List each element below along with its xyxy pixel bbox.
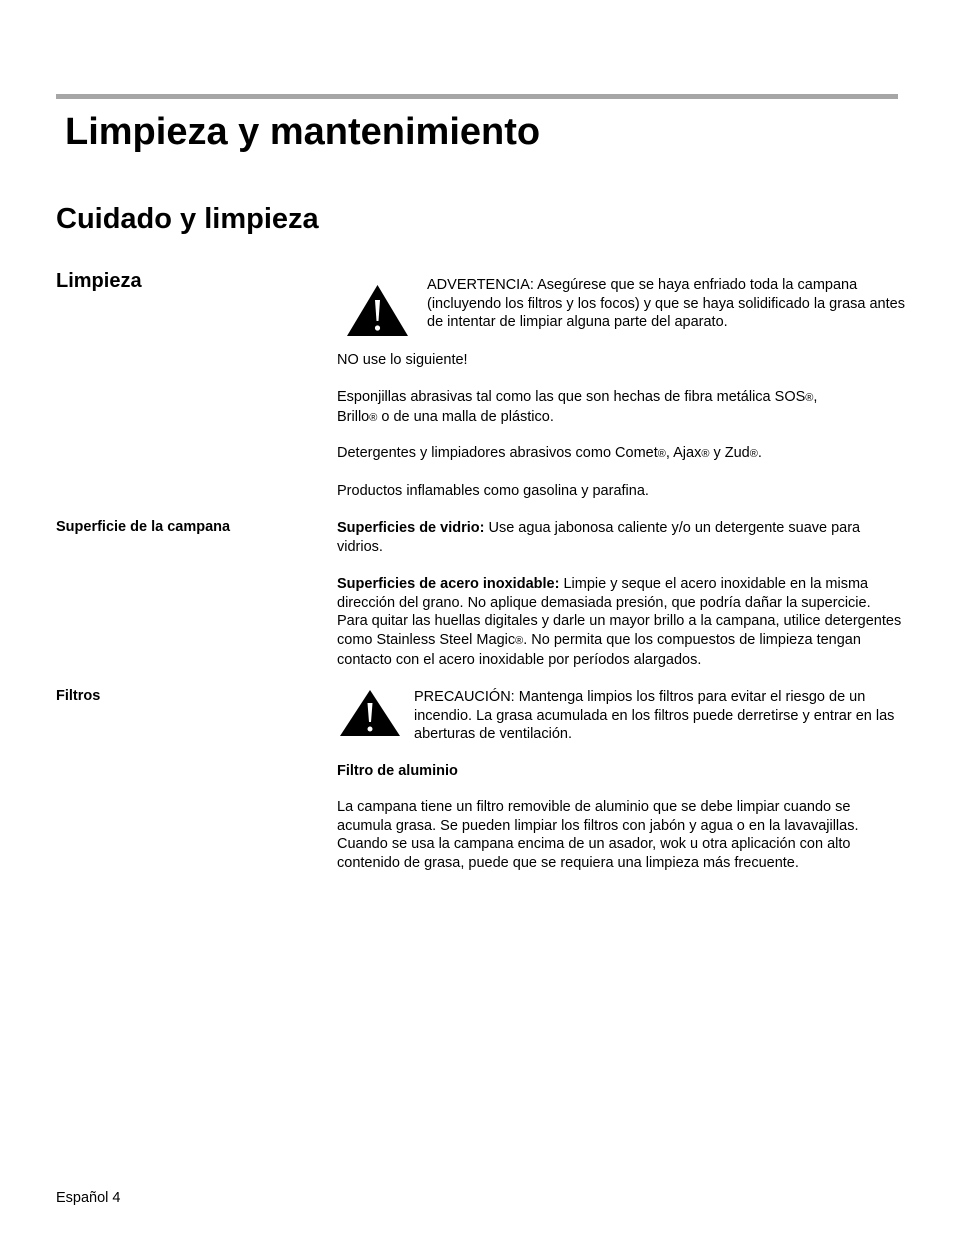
chapter-title: Limpieza y mantenimiento (65, 111, 541, 153)
filtros-label: Filtros (56, 688, 101, 704)
limpieza-heading: Limpieza (56, 270, 142, 292)
section-title: Cuidado y limpieza (56, 203, 319, 235)
steel-surfaces-text: Superficies de acero inoxidable: Limpie y seque el acero inoxidable en la misma dirección del grano. No aplique demasiada presión, que podría dañar la supercicie. Para quitar las huellas digitales y darle un mayor brillo a la campana, utilice detergentes como Stainless Steel Magic®. No permita que los compuestos de limpieza tengan contacto con el acero inoxidable por períodos alargados. (337, 576, 902, 668)
glass-surfaces-text: Superficies de vidrio: Use agua jabonosa caliente y/o un detergente suave para vidrios. (337, 520, 861, 555)
page-footer: Español 4 (56, 1190, 121, 1206)
item-abrasive-sponges: Esponjillas abrasivas tal como las que son hechas de fibra metálica SOS®, Brillo® o de una malla de plástico. (337, 389, 818, 425)
superficie-label: Superficie de la campana (56, 519, 231, 535)
aluminum-filter-text: La campana tiene un filtro removible de aluminio que se debe limpiar cuando se acumula grasa. Se pueden limpiar los filtros con jabón y agua o en la lavavajillas. Cuando se usa la campana encima de un asador, wok u otra aplicación con alto contenido de grasa, puede que se requiera una limpieza más frecuente. (337, 799, 859, 872)
no-use-text: NO use lo siguiente! (337, 352, 468, 368)
header-rule (56, 94, 898, 99)
warning-text: ADVERTENCIA: Asegúrese que se haya enfriado toda la campana (incluyendo los filtros y los focos) y que se haya solidificado la grasa antes de intentar de limpiar alguna parte del aparato. (427, 277, 905, 331)
caution-icon (339, 689, 401, 737)
warning-icon (346, 284, 409, 337)
aluminum-filter-heading: Filtro de aluminio (337, 763, 458, 779)
caution-text: PRECAUCIÓN: Mantenga limpios los filtros para evitar el riesgo de un incendio. La grasa acumulada en los filtros puede derretirse y entrar en las aberturas de ventilación. (414, 689, 895, 743)
item-abrasive-cleaners: Detergentes y limpiadores abrasivos como Comet®, Ajax® y Zud®. (337, 445, 762, 461)
item-flammables: Productos inflamables como gasolina y parafina. (337, 483, 649, 499)
